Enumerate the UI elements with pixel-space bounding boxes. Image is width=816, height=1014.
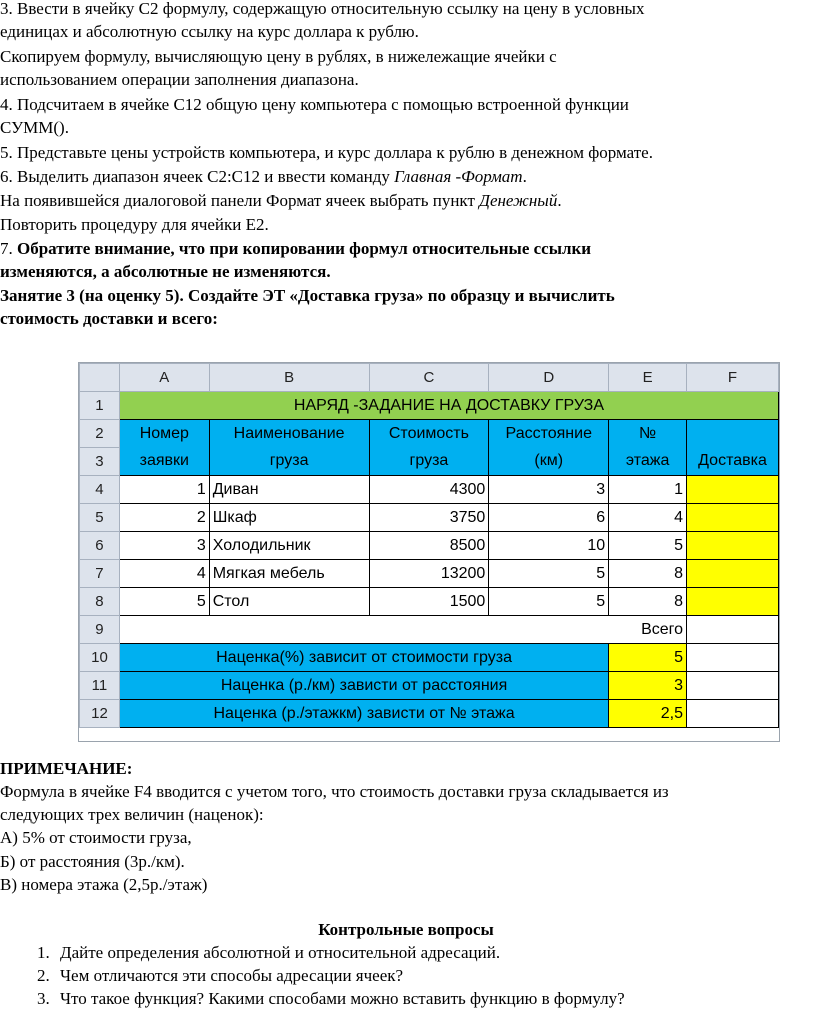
cell-cost: 8500 bbox=[369, 532, 489, 560]
cell-floor: 4 bbox=[609, 504, 687, 532]
markup-label: Наценка (р./этажкм) зависти от № этажа bbox=[119, 700, 608, 728]
col-header-f: F bbox=[687, 364, 779, 392]
intro-line-8-end: . bbox=[522, 167, 527, 186]
intro-line-4: использованием операции заполнения диапазона. bbox=[0, 70, 359, 89]
note-line-3: А) 5% от стоимости груза, bbox=[0, 828, 192, 847]
question-number: 3. bbox=[37, 989, 50, 1008]
cell-name: Диван bbox=[209, 476, 369, 504]
cell-number: 2 bbox=[119, 504, 209, 532]
total-label: Всего bbox=[119, 616, 686, 644]
cell-delivery bbox=[687, 532, 779, 560]
note-line-1: Формула в ячейке F4 вводится с учетом того, что стоимость доставки груза складывается из bbox=[0, 782, 669, 801]
note-line-2: следующих трех величин (наценок): bbox=[0, 805, 264, 824]
cell-name: Стол bbox=[209, 588, 369, 616]
cell-cost: 1500 bbox=[369, 588, 489, 616]
intro-line-9-end: . bbox=[557, 191, 562, 210]
cell-delivery bbox=[687, 504, 779, 532]
markup-value: 3 bbox=[609, 672, 687, 700]
markup-label: Наценка(%) зависит от стоимости груза bbox=[119, 644, 608, 672]
row-header: 8 bbox=[80, 588, 120, 616]
row-header: 9 bbox=[80, 616, 120, 644]
cell-cost: 3750 bbox=[369, 504, 489, 532]
header-cost-2: груза bbox=[369, 448, 489, 476]
spreadsheet-grid bbox=[79, 363, 779, 728]
intro-line-6: СУММ(). bbox=[0, 118, 69, 137]
cell-floor: 8 bbox=[609, 560, 687, 588]
cell-distance: 10 bbox=[489, 532, 609, 560]
row-header: 4 bbox=[80, 476, 120, 504]
row-header: 10 bbox=[80, 644, 120, 672]
intro-line-9-text: На появившейся диалоговой панели Формат ячеек выбрать пункт bbox=[0, 191, 480, 210]
question-text: Что такое функция? Какими способами можно вставить функцию в формулу? bbox=[60, 989, 625, 1008]
intro-line-10: Повторить процедуру для ячейки Е2. bbox=[0, 215, 269, 234]
question-text: Чем отличаются эти способы адресации ячеек? bbox=[60, 966, 404, 985]
sheet-title: НАРЯД -ЗАДАНИЕ НА ДОСТАВКУ ГРУЗА bbox=[119, 392, 778, 420]
row-header: 2 bbox=[80, 420, 120, 448]
row-header: 1 bbox=[80, 392, 120, 420]
cell-name: Холодильник bbox=[209, 532, 369, 560]
header-number: Номер bbox=[119, 420, 209, 448]
cell-distance: 5 bbox=[489, 588, 609, 616]
question-number: 2. bbox=[37, 966, 50, 985]
cell-cost: 4300 bbox=[369, 476, 489, 504]
header-delivery: Доставка bbox=[687, 448, 779, 476]
header-distance: Расстояние bbox=[489, 420, 609, 448]
note-line-5: В) номера этажа (2,5р./этаж) bbox=[0, 875, 208, 894]
cell-number: 4 bbox=[119, 560, 209, 588]
table-row bbox=[80, 504, 779, 532]
total-cell bbox=[687, 616, 779, 644]
list-item bbox=[0, 987, 625, 1010]
markup-value: 2,5 bbox=[609, 700, 687, 728]
col-header-c: C bbox=[369, 364, 489, 392]
intro-line-11 bbox=[0, 237, 812, 260]
col-header-b: B bbox=[209, 364, 369, 392]
table-row bbox=[80, 560, 779, 588]
row-header: 12 bbox=[80, 700, 120, 728]
cell-distance: 3 bbox=[489, 476, 609, 504]
col-header-a: A bbox=[119, 364, 209, 392]
intro-line-8-text: 6. Выделить диапазон ячеек С2:С12 и ввести команду bbox=[0, 167, 395, 186]
row-header: 6 bbox=[80, 532, 120, 560]
table-row bbox=[80, 532, 779, 560]
note-heading: ПРИМЕЧАНИЕ: bbox=[0, 759, 133, 778]
header-number-2: заявки bbox=[119, 448, 209, 476]
table-row bbox=[80, 476, 779, 504]
intro-line-11-bold: Обратите внимание, что при копировании формул относительные ссылки bbox=[17, 239, 592, 258]
format-option: Денежный bbox=[479, 191, 558, 210]
cell-distance: 5 bbox=[489, 560, 609, 588]
intro-line-12: изменяются, а абсолютные не изменяются. bbox=[0, 262, 331, 281]
header-distance-2: (км) bbox=[489, 448, 609, 476]
note-line-4: Б) от расстояния (3р./км). bbox=[0, 852, 185, 871]
intro-line-1: 3. Ввести в ячейку С2 формулу, содержащую относительную ссылку на цену в условных bbox=[0, 0, 645, 18]
intro-line-7: 5. Представьте цены устройств компьютера, и курс доллара к рублю в денежном формате. bbox=[0, 143, 653, 162]
header-name-2: груза bbox=[209, 448, 369, 476]
header-cost: Стоимость bbox=[369, 420, 489, 448]
col-header-d: D bbox=[489, 364, 609, 392]
row-header: 7 bbox=[80, 560, 120, 588]
header-delivery-top bbox=[687, 420, 779, 448]
questions-heading: Контрольные вопросы bbox=[318, 920, 494, 939]
cell-name: Мягкая мебель bbox=[209, 560, 369, 588]
col-header-e: E bbox=[609, 364, 687, 392]
markup-label: Наценка (р./км) зависти от расстояния bbox=[119, 672, 608, 700]
cell-name: Шкаф bbox=[209, 504, 369, 532]
empty-cell bbox=[687, 700, 779, 728]
row-header: 11 bbox=[80, 672, 120, 700]
list-item bbox=[0, 941, 625, 964]
question-text: Дайте определения абсолютной и относительной адресаций. bbox=[60, 943, 501, 962]
cell-distance: 6 bbox=[489, 504, 609, 532]
row-header: 5 bbox=[80, 504, 120, 532]
cell-cost: 13200 bbox=[369, 560, 489, 588]
cell-floor: 8 bbox=[609, 588, 687, 616]
header-name: Наименование bbox=[209, 420, 369, 448]
questions-list bbox=[0, 941, 625, 1010]
corner-cell bbox=[80, 364, 120, 392]
markup-value: 5 bbox=[609, 644, 687, 672]
cell-delivery bbox=[687, 560, 779, 588]
cell-delivery bbox=[687, 588, 779, 616]
header-floor: № bbox=[609, 420, 687, 448]
list-item bbox=[0, 964, 625, 987]
empty-cell bbox=[687, 672, 779, 700]
intro-line-5: 4. Подсчитаем в ячейке С12 общую цену компьютера с помощью встроенной функции bbox=[0, 95, 629, 114]
lesson-title-cont: стоимость доставки и всего: bbox=[0, 309, 218, 328]
cell-number: 1 bbox=[119, 476, 209, 504]
row-header: 3 bbox=[80, 448, 120, 476]
table-row bbox=[80, 588, 779, 616]
spreadsheet-image bbox=[78, 362, 780, 742]
cell-number: 3 bbox=[119, 532, 209, 560]
intro-line-8 bbox=[0, 165, 812, 188]
question-number: 1. bbox=[37, 943, 50, 962]
command-path: Главная -Формат bbox=[394, 167, 523, 186]
intro-line-3: Скопируем формулу, вычисляющую цену в рублях, в нижележащие ячейки с bbox=[0, 47, 557, 66]
intro-line-11-num: 7. bbox=[0, 239, 17, 258]
cell-floor: 5 bbox=[609, 532, 687, 560]
cell-delivery bbox=[687, 476, 779, 504]
empty-cell bbox=[687, 644, 779, 672]
intro-line-2: единицах и абсолютную ссылку на курс доллара к рублю. bbox=[0, 22, 419, 41]
intro-line-9 bbox=[0, 189, 812, 212]
lesson-title: Занятие 3 (на оценку 5). Создайте ЭТ «Доставка груза» по образцу и вычислить bbox=[0, 286, 615, 305]
cell-floor: 1 bbox=[609, 476, 687, 504]
cell-number: 5 bbox=[119, 588, 209, 616]
header-floor-2: этажа bbox=[609, 448, 687, 476]
